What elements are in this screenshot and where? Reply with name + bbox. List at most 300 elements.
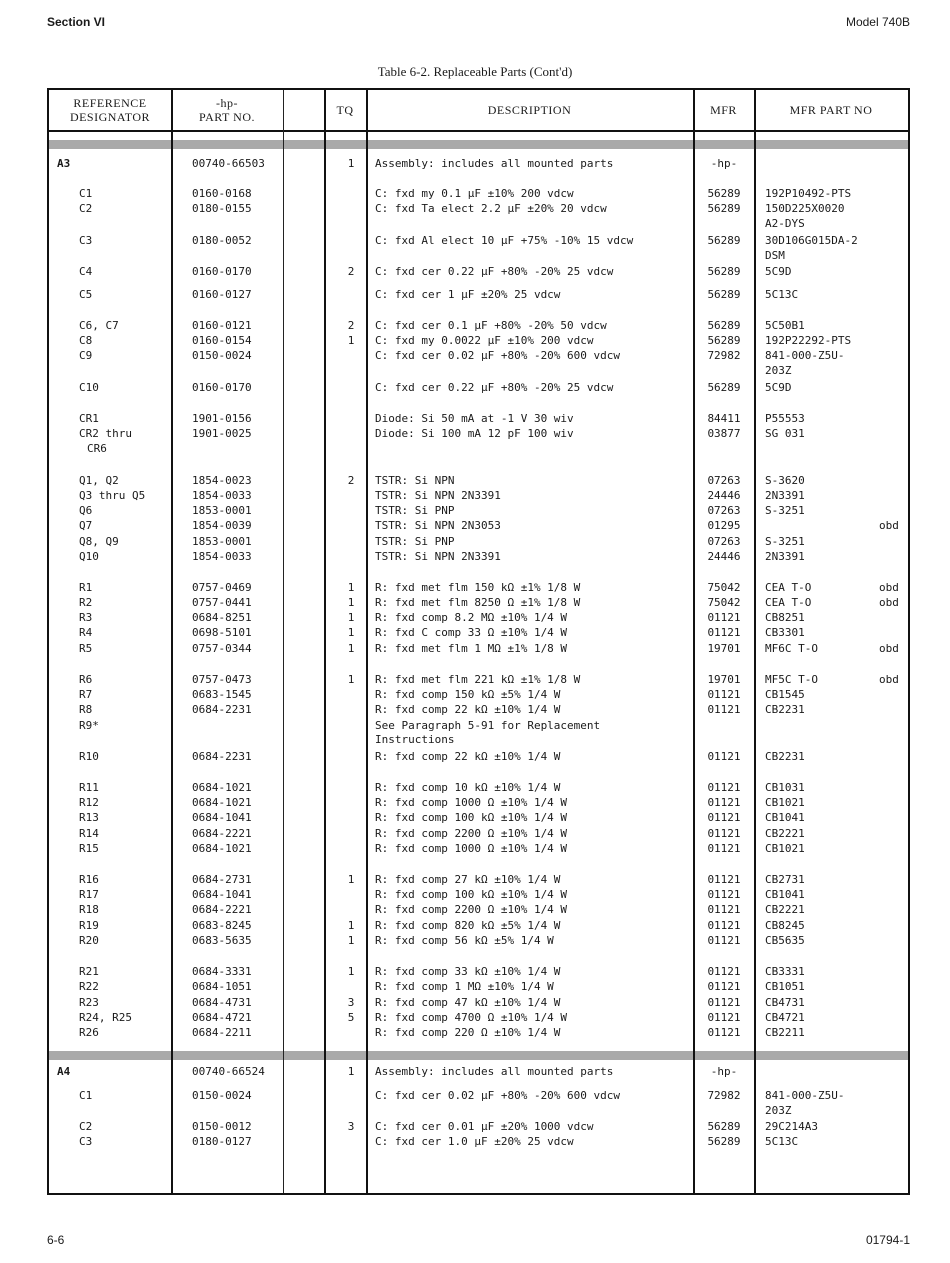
mfr-code: 24446 <box>707 489 741 502</box>
mfr-code: 19701 <box>707 673 741 686</box>
table-row <box>49 595 908 610</box>
mfr-part-no: CEA T-O <box>765 596 812 609</box>
description: TSTR: Si NPN 2N3391 <box>375 489 501 502</box>
description: C: fxd cer 0.02 μF +80% -20% 600 vdcw <box>375 349 621 362</box>
description: C: fxd Ta elect 2.2 μF ±20% 20 vdcw <box>375 202 607 215</box>
mfr-code: 84411 <box>707 412 741 425</box>
description: R: fxd comp 2200 Ω ±10% 1/4 W <box>375 903 568 916</box>
hp-part-no: 0684-4721 <box>192 1011 252 1024</box>
tq-value: 1 <box>347 673 355 686</box>
table-row <box>49 702 908 717</box>
header-tq: TQ <box>336 103 354 117</box>
hp-part-no: 00740-66524 <box>192 1065 265 1078</box>
mfr-code: 01121 <box>707 796 741 809</box>
mfr-part-no: CB1041 <box>765 811 805 824</box>
table-row <box>49 610 908 625</box>
note: obd <box>879 596 899 609</box>
mfr-code: 01121 <box>707 980 741 993</box>
reference-designator: C2 <box>79 202 93 215</box>
hp-part-no: 1901-0156 <box>192 412 252 425</box>
tq-value: 1 <box>347 1065 355 1078</box>
table-row <box>49 426 908 441</box>
hp-part-no: 1853-0001 <box>192 535 252 548</box>
mfr-part-no: S-3251 <box>765 535 805 548</box>
note: obd <box>879 673 899 686</box>
mfr-code: 01121 <box>707 965 741 978</box>
shaded-separator-band <box>49 140 908 149</box>
hp-part-no: 0160-0121 <box>192 319 252 332</box>
table-row <box>49 534 908 549</box>
reference-designator: R13 <box>79 811 99 824</box>
mfr-part-no: DSM <box>765 249 785 262</box>
mfr-part-no: MF5C T-O <box>765 673 818 686</box>
note: obd <box>879 581 899 594</box>
table-row <box>49 1088 908 1103</box>
tq-value: 2 <box>347 319 355 332</box>
mfr-code: -hp- <box>710 1065 738 1078</box>
mfr-code: 19701 <box>707 642 741 655</box>
hp-part-no: 0150-0024 <box>192 349 252 362</box>
mfr-part-no: CB3301 <box>765 626 805 639</box>
table-row <box>49 810 908 825</box>
description: R: fxd comp 22 kΩ ±10% 1/4 W <box>375 703 561 716</box>
mfr-part-no: 841-000-Z5U- <box>765 1089 845 1102</box>
reference-designator: C9 <box>79 349 93 362</box>
table-row <box>49 625 908 640</box>
mfr-code: 01121 <box>707 750 741 763</box>
hp-part-no: 0180-0155 <box>192 202 252 215</box>
table-row <box>49 872 908 887</box>
reference-designator: C8 <box>79 334 93 347</box>
mfr-code: 56289 <box>707 334 741 347</box>
mfr-code: 01121 <box>707 996 741 1009</box>
description: TSTR: Si NPN 2N3391 <box>375 550 501 563</box>
model-label: Model 740B <box>845 15 910 29</box>
tq-value: 3 <box>347 996 355 1009</box>
hp-part-no: 1854-0039 <box>192 519 252 532</box>
hp-part-no: 0684-1041 <box>192 811 252 824</box>
header-mfr-part-no: MFR PART NO <box>789 103 873 117</box>
hp-part-no: 0698-5101 <box>192 626 252 639</box>
table-row <box>49 580 908 595</box>
mfr-part-no: 5C50B1 <box>765 319 805 332</box>
hp-part-no: 0683-8245 <box>192 919 252 932</box>
document-number: 01794-1 <box>865 1233 910 1247</box>
description: TSTR: Si PNP <box>375 504 455 517</box>
reference-designator: C1 <box>79 1089 93 1102</box>
table-row <box>49 363 908 378</box>
mfr-code: 01121 <box>707 934 741 947</box>
description: Instructions <box>375 733 455 746</box>
tq-value: 1 <box>347 596 355 609</box>
table-row <box>49 473 908 488</box>
mfr-part-no: 30D106G015DA-2 <box>765 234 858 247</box>
reference-designator: Q8, Q9 <box>79 535 119 548</box>
mfr-part-no: 2N3391 <box>765 550 805 563</box>
reference-designator: R4 <box>79 626 93 639</box>
tq-value: 2 <box>347 265 355 278</box>
hp-part-no: 0180-0127 <box>192 1135 252 1148</box>
hp-part-no: 0684-1021 <box>192 842 252 855</box>
mfr-part-no: 203Z <box>765 364 792 377</box>
hp-part-no: 0757-0473 <box>192 673 252 686</box>
mfr-code: 01121 <box>707 842 741 855</box>
description: R: fxd comp 220 Ω ±10% 1/4 W <box>375 1026 561 1039</box>
hp-part-no: 0160-0170 <box>192 381 252 394</box>
reference-designator: R22 <box>79 980 99 993</box>
hp-part-no: 0684-1021 <box>192 781 252 794</box>
note: obd <box>879 642 899 655</box>
mfr-part-no: CB1031 <box>765 781 805 794</box>
reference-designator: R6 <box>79 673 93 686</box>
tq-value: 1 <box>347 934 355 947</box>
description: R: fxd comp 1000 Ω ±10% 1/4 W <box>375 842 568 855</box>
tq-value: 1 <box>347 334 355 347</box>
reference-designator: R11 <box>79 781 99 794</box>
hp-part-no: 0684-2221 <box>192 903 252 916</box>
header-hp-line2: PART NO. <box>199 110 255 124</box>
description: R: fxd comp 150 kΩ ±5% 1/4 W <box>375 688 561 701</box>
reference-designator: C3 <box>79 1135 93 1148</box>
table-row <box>49 964 908 979</box>
mfr-code: 01121 <box>707 903 741 916</box>
header-reference-line1: REFERENCE <box>73 96 147 110</box>
reference-designator: A3 <box>57 157 71 170</box>
table-row <box>49 186 908 201</box>
header-reference-designator <box>49 90 171 130</box>
reference-designator: Q7 <box>79 519 93 532</box>
table-row <box>49 333 908 348</box>
mfr-part-no: CB1051 <box>765 980 805 993</box>
tq-value: 1 <box>347 965 355 978</box>
reference-designator: A4 <box>57 1065 71 1078</box>
table-row <box>49 518 908 533</box>
hp-part-no: 0684-2211 <box>192 1026 252 1039</box>
description: C: fxd cer 0.22 μF +80% -20% 25 vdcw <box>375 265 614 278</box>
table-row <box>49 795 908 810</box>
description: Diode: Si 100 mA 12 pF 100 wiv <box>375 427 574 440</box>
tq-value: 1 <box>347 873 355 886</box>
note: obd <box>879 519 899 532</box>
reference-designator: R8 <box>79 703 93 716</box>
hp-part-no: 0684-3331 <box>192 965 252 978</box>
table-row <box>49 995 908 1010</box>
mfr-part-no: CB1041 <box>765 888 805 901</box>
mfr-code: 07263 <box>707 535 741 548</box>
page-number: 6-6 <box>47 1233 65 1247</box>
mfr-code: 24446 <box>707 550 741 563</box>
description: TSTR: Si PNP <box>375 535 455 548</box>
mfr-code: 56289 <box>707 265 741 278</box>
reference-designator: R21 <box>79 965 99 978</box>
description: C: fxd my 0.0022 μF ±10% 200 vdcw <box>375 334 594 347</box>
header-reference-line2: DESIGNATOR <box>69 110 151 124</box>
description: R: fxd comp 22 kΩ ±10% 1/4 W <box>375 750 561 763</box>
table-row <box>49 549 908 564</box>
table-row <box>49 411 908 426</box>
mfr-part-no: CB2221 <box>765 903 805 916</box>
table-row <box>49 718 908 733</box>
mfr-code: 56289 <box>707 1135 741 1148</box>
mfr-part-no: 192P10492-PTS <box>765 187 852 200</box>
description: C: fxd Al elect 10 μF +75% -10% 15 vdcw <box>375 234 634 247</box>
description: R: fxd C comp 33 Ω ±10% 1/4 W <box>375 626 568 639</box>
table-row <box>49 156 908 171</box>
reference-designator: Q6 <box>79 504 93 517</box>
mfr-code: 56289 <box>707 319 741 332</box>
header-hp-line1: -hp- <box>216 96 238 110</box>
description: R: fxd comp 1 MΩ ±10% 1/4 W <box>375 980 554 993</box>
header-description: DESCRIPTION <box>487 103 572 117</box>
mfr-code: 01121 <box>707 1011 741 1024</box>
mfr-code: 01121 <box>707 703 741 716</box>
hp-part-no: 0684-1041 <box>192 888 252 901</box>
mfr-part-no: CEA T-O <box>765 581 812 594</box>
mfr-code: 56289 <box>707 288 741 301</box>
reference-designator: R10 <box>79 750 99 763</box>
mfr-part-no: CB1021 <box>765 796 805 809</box>
hp-part-no: 0160-0127 <box>192 288 252 301</box>
description: R: fxd comp 10 kΩ ±10% 1/4 W <box>375 781 561 794</box>
hp-part-no: 0757-0469 <box>192 581 252 594</box>
mfr-part-no: 5C9D <box>765 265 792 278</box>
mfr-code: 01121 <box>707 611 741 624</box>
mfr-part-no: S-3620 <box>765 474 805 487</box>
reference-designator: R24, R25 <box>79 1011 132 1024</box>
shaded-separator-band <box>49 1051 908 1060</box>
description: R: fxd comp 2200 Ω ±10% 1/4 W <box>375 827 568 840</box>
description: R: fxd comp 33 kΩ ±10% 1/4 W <box>375 965 561 978</box>
mfr-part-no: CB8245 <box>765 919 805 932</box>
mfr-code: 56289 <box>707 202 741 215</box>
table-row <box>49 672 908 687</box>
reference-designator: C6, C7 <box>79 319 119 332</box>
mfr-code: 01121 <box>707 919 741 932</box>
table-row <box>49 380 908 395</box>
hp-part-no: 0684-2231 <box>192 750 252 763</box>
hp-part-no: 0683-1545 <box>192 688 252 701</box>
reference-designator: C2 <box>79 1120 93 1133</box>
reference-designator: R15 <box>79 842 99 855</box>
mfr-code: 01121 <box>707 781 741 794</box>
hp-part-no: 0683-5635 <box>192 934 252 947</box>
hp-part-no: 0160-0154 <box>192 334 252 347</box>
mfr-code: 56289 <box>707 381 741 394</box>
description: R: fxd comp 27 kΩ ±10% 1/4 W <box>375 873 561 886</box>
table-row <box>49 749 908 764</box>
hp-part-no: 0684-1051 <box>192 980 252 993</box>
hp-part-no: 00740-66503 <box>192 157 265 170</box>
table-row <box>49 979 908 994</box>
mfr-part-no: CB5635 <box>765 934 805 947</box>
reference-designator: R14 <box>79 827 99 840</box>
table-caption: Table 6-2. Replaceable Parts (Cont'd) <box>377 64 573 79</box>
hp-part-no: 0684-2231 <box>192 703 252 716</box>
mfr-part-no: 841-000-Z5U- <box>765 349 845 362</box>
table-row <box>49 348 908 363</box>
mfr-code: -hp- <box>710 157 738 170</box>
mfr-part-no: CB3331 <box>765 965 805 978</box>
mfr-code: 01121 <box>707 1026 741 1039</box>
table-row <box>49 318 908 333</box>
reference-designator: R9* <box>79 719 99 732</box>
hp-part-no: 0160-0170 <box>192 265 252 278</box>
mfr-part-no: CB4721 <box>765 1011 805 1024</box>
reference-designator: R18 <box>79 903 99 916</box>
table-row <box>49 1064 908 1079</box>
reference-designator: C10 <box>79 381 99 394</box>
tq-value: 1 <box>347 919 355 932</box>
table-row <box>49 1103 908 1118</box>
table-row <box>49 732 908 747</box>
hp-part-no: 0757-0344 <box>192 642 252 655</box>
tq-value: 5 <box>347 1011 355 1024</box>
table-row <box>49 1134 908 1149</box>
hp-part-no: 1854-0023 <box>192 474 252 487</box>
reference-designator: Q1, Q2 <box>79 474 119 487</box>
mfr-part-no: CB2231 <box>765 750 805 763</box>
table-row <box>49 287 908 302</box>
description: C: fxd cer 1 μF ±20% 25 vdcw <box>375 288 561 301</box>
description: R: fxd comp 8.2 MΩ ±10% 1/4 W <box>375 611 568 624</box>
description: R: fxd comp 100 kΩ ±10% 1/4 W <box>375 888 568 901</box>
mfr-code: 56289 <box>707 1120 741 1133</box>
table-row <box>49 826 908 841</box>
table-row <box>49 841 908 856</box>
description: R: fxd met flm 221 kΩ ±1% 1/8 W <box>375 673 581 686</box>
mfr-part-no: S-3251 <box>765 504 805 517</box>
table-row <box>49 887 908 902</box>
mfr-code: 72982 <box>707 349 741 362</box>
mfr-code: 01121 <box>707 827 741 840</box>
reference-designator: R1 <box>79 581 93 594</box>
table-row <box>49 503 908 518</box>
hp-part-no: 1854-0033 <box>192 489 252 502</box>
description: Assembly: includes all mounted parts <box>375 157 614 170</box>
reference-designator: R23 <box>79 996 99 1009</box>
reference-designator: R20 <box>79 934 99 947</box>
mfr-code: 01121 <box>707 688 741 701</box>
reference-designator: CR2 thru <box>79 427 132 440</box>
mfr-code: 72982 <box>707 1089 741 1102</box>
header-mfr: MFR <box>710 103 737 117</box>
table-row <box>49 1119 908 1134</box>
hp-part-no: 0180-0052 <box>192 234 252 247</box>
description: R: fxd met flm 8250 Ω ±1% 1/8 W <box>375 596 581 609</box>
mfr-part-no: 150D225X0020 <box>765 202 845 215</box>
reference-designator: C5 <box>79 288 93 301</box>
hp-part-no: 0684-8251 <box>192 611 252 624</box>
description: TSTR: Si NPN <box>375 474 455 487</box>
description: Assembly: includes all mounted parts <box>375 1065 614 1078</box>
mfr-part-no: A2-DYS <box>765 217 805 230</box>
reference-designator: R5 <box>79 642 93 655</box>
mfr-part-no: CB2221 <box>765 827 805 840</box>
table-row <box>49 918 908 933</box>
description: C: fxd cer 0.1 μF +80% -20% 50 vdcw <box>375 319 607 332</box>
description: Diode: Si 50 mA at -1 V 30 wiv <box>375 412 574 425</box>
mfr-part-no: MF6C T-O <box>765 642 818 655</box>
hp-part-no: 0684-1021 <box>192 796 252 809</box>
mfr-code: 01295 <box>707 519 741 532</box>
hp-part-no: 0757-0441 <box>192 596 252 609</box>
description: R: fxd comp 4700 Ω ±10% 1/4 W <box>375 1011 568 1024</box>
reference-designator: R19 <box>79 919 99 932</box>
section-label: Section VI <box>47 15 106 29</box>
reference-designator: C1 <box>79 187 93 200</box>
mfr-code: 75042 <box>707 581 741 594</box>
hp-part-no: 0150-0012 <box>192 1120 252 1133</box>
tq-value: 1 <box>347 642 355 655</box>
tq-value: 1 <box>347 611 355 624</box>
parts-table <box>47 88 910 1195</box>
description: TSTR: Si NPN 2N3053 <box>375 519 501 532</box>
mfr-code: 01121 <box>707 626 741 639</box>
mfr-part-no: CB1021 <box>765 842 805 855</box>
table-row <box>49 488 908 503</box>
hp-part-no: 0150-0024 <box>192 1089 252 1102</box>
description: R: fxd comp 1000 Ω ±10% 1/4 W <box>375 796 568 809</box>
reference-designator: R16 <box>79 873 99 886</box>
reference-designator: R2 <box>79 596 93 609</box>
table-row <box>49 201 908 216</box>
mfr-code: 56289 <box>707 187 741 200</box>
description: See Paragraph 5-91 for Replacement <box>375 719 601 732</box>
description: C: fxd cer 0.01 μF ±20% 1000 vdcw <box>375 1120 594 1133</box>
table-header-row <box>49 90 908 132</box>
hp-part-no: 1854-0033 <box>192 550 252 563</box>
description: C: fxd cer 0.22 μF +80% -20% 25 vdcw <box>375 381 614 394</box>
hp-part-no: 0684-2731 <box>192 873 252 886</box>
description: C: fxd cer 0.02 μF +80% -20% 600 vdcw <box>375 1089 621 1102</box>
reference-designator: Q10 <box>79 550 99 563</box>
table-row <box>49 441 908 456</box>
tq-value: 1 <box>347 581 355 594</box>
table-row <box>49 216 908 231</box>
mfr-part-no: CB2231 <box>765 703 805 716</box>
reference-designator: R3 <box>79 611 93 624</box>
reference-designator: CR6 <box>87 442 107 455</box>
description: R: fxd comp 100 kΩ ±10% 1/4 W <box>375 811 568 824</box>
mfr-part-no: CB8251 <box>765 611 805 624</box>
table-row <box>49 1010 908 1025</box>
mfr-part-no: 29C214A3 <box>765 1120 818 1133</box>
table-row <box>49 1025 908 1040</box>
mfr-part-no: 192P22292-PTS <box>765 334 852 347</box>
mfr-code: 01121 <box>707 873 741 886</box>
hp-part-no: 0684-4731 <box>192 996 252 1009</box>
mfr-part-no: CB1545 <box>765 688 805 701</box>
hp-part-no: 1901-0025 <box>192 427 252 440</box>
tq-value: 3 <box>347 1120 355 1133</box>
mfr-part-no: 203Z <box>765 1104 792 1117</box>
mfr-part-no: CB4731 <box>765 996 805 1009</box>
tq-value: 1 <box>347 626 355 639</box>
hp-part-no: 1853-0001 <box>192 504 252 517</box>
hp-part-no: 0160-0168 <box>192 187 252 200</box>
mfr-code: 56289 <box>707 234 741 247</box>
description: R: fxd met flm 1 MΩ ±1% 1/8 W <box>375 642 568 655</box>
reference-designator: R7 <box>79 688 93 701</box>
mfr-part-no: 5C13C <box>765 288 799 301</box>
mfr-code: 75042 <box>707 596 741 609</box>
header-hp-part-no <box>171 90 283 130</box>
reference-designator: Q3 thru Q5 <box>79 489 146 502</box>
table-row <box>49 933 908 948</box>
mfr-part-no: 5C13C <box>765 1135 799 1148</box>
mfr-part-no: CB2211 <box>765 1026 805 1039</box>
reference-designator: C4 <box>79 265 93 278</box>
